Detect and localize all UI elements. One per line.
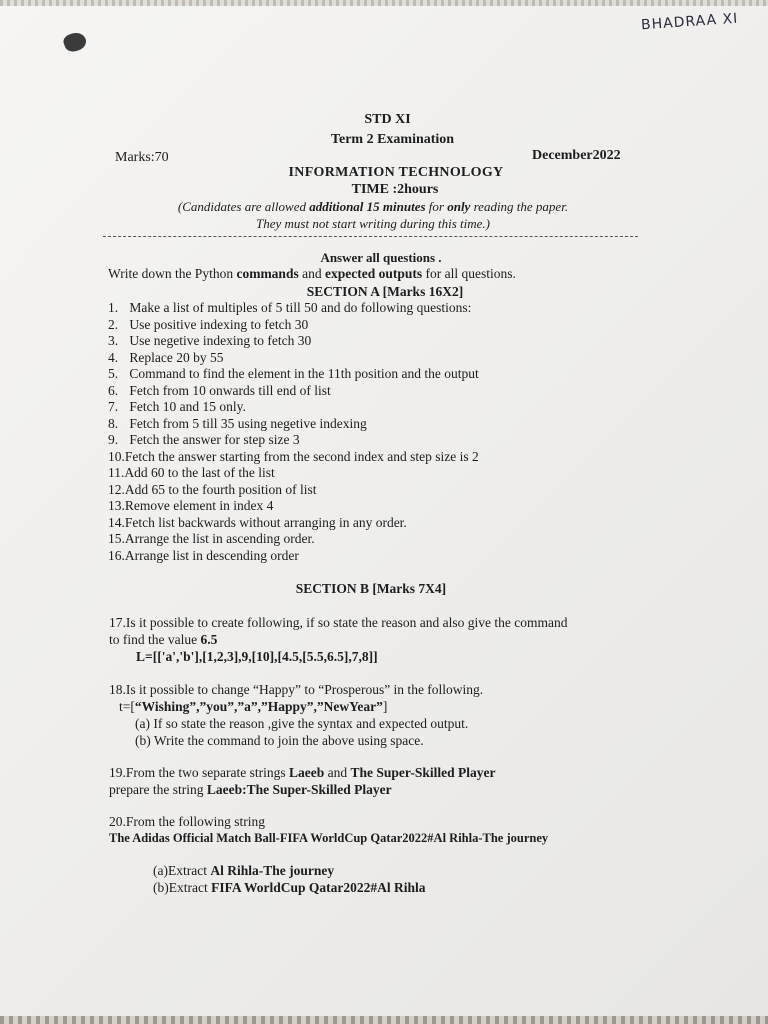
q18-code: t=[“Wishing”,”you”,”a”,”Happy”,”NewYear”] [119,699,388,714]
q18-part-b: (b) Write the command to join the above using space. [135,733,424,748]
list-item: 10.Fetch the answer starting from the second index and step size is 2 [108,448,479,464]
list-item: 14.Fetch list backwards without arranging in any order. [108,514,407,530]
total-marks: Marks:70 [115,150,169,165]
q19-line1: 19.From the two separate strings Laeeb and The Super-Skilled Player [109,765,496,780]
section-a-title: SECTION A [Marks 16X2] [306,284,464,299]
handwritten-name: BHADRAA XI [640,10,739,34]
list-item: 11.Add 60 to the last of the list [108,465,275,480]
list-item: 3. Use negetive indexing to fetch 30 [108,333,312,348]
paper-bottom-edge [0,1016,768,1024]
list-item: 6. Fetch from 10 onwards till end of list [108,382,331,398]
q18-part-a: (a) If so state the reason ,give the syntax and expected output. [135,716,469,731]
class-title: STD XI [364,112,411,127]
q19-line2: prepare the string Laeeb:The Super-Skilled Player [109,782,392,797]
paper-top-edge [0,0,768,6]
list-item: 15.Arrange the list in ascending order. [108,531,315,546]
section-a-question-list [108,300,479,564]
list-item: 7. Fetch 10 and 15 only. [108,399,246,414]
q20-part-b: (b)Extract FIFA WorldCup Qatar2022#Al Rihla [153,880,426,895]
question-17 [109,614,568,665]
list-item: 16.Arrange list in descending order [108,547,299,563]
list-item: 2. Use positive indexing to fetch 30 [108,316,309,332]
punch-hole-mark [62,30,89,54]
answer-all-instruction: Answer all questions . [320,250,442,265]
question-18 [109,681,483,749]
section-b-title: SECTION B [Marks 7X4] [295,581,447,596]
exam-title: Term 2 Examination [330,132,455,147]
list-item: 13.Remove element in index 4 [108,498,274,513]
question-20-parts [153,862,426,896]
exam-duration: TIME :2hours [351,182,439,197]
q17-line1: 17.Is it possible to create following, if so state the reason and also give the command [109,615,568,630]
q20-source-string: The Adidas Official Match Ball-FIFA WorldCup Qatar2022#Al Rihla-The journey [109,831,549,845]
list-item: 8. Fetch from 5 till 35 using negetive indexing [108,415,367,431]
exam-date: December2022 [532,148,621,163]
question-19 [109,764,496,798]
q20-part-a: (a)Extract Al Rihla-The journey [153,863,335,878]
subject-title: INFORMATION TECHNOLOGY [288,165,504,180]
general-instruction: Write down the Python commands and expected outputs for all questions. [108,266,516,281]
list-item: 12.Add 65 to the fourth position of list [108,481,317,497]
list-item: 9. Fetch the answer for step size 3 [108,432,300,447]
list-item: 1. Make a list of multiples of 5 till 50 and do following questions: [108,300,472,315]
q18-line1: 18.Is it possible to change “Happy” to “Prosperous” in the following. [109,682,484,697]
q17-line2: to find the value 6.5 [109,632,218,647]
dashed-divider [103,236,638,237]
q20-line1: 20.From the following string [109,814,265,829]
question-20 [109,813,548,847]
reading-time-note-line1: (Candidates are allowed additional 15 minutes for only reading the paper. [177,199,569,214]
list-item: 4. Replace 20 by 55 [108,349,224,365]
reading-time-note-line2: They must not start writing during this time.) [255,216,490,231]
q17-code: L=[['a','b'],[1,2,3],9,[10],[4.5,[5.5,6.5],7,8]] [136,649,378,664]
list-item: 5. Command to find the element in the 11th position and the output [108,366,479,381]
